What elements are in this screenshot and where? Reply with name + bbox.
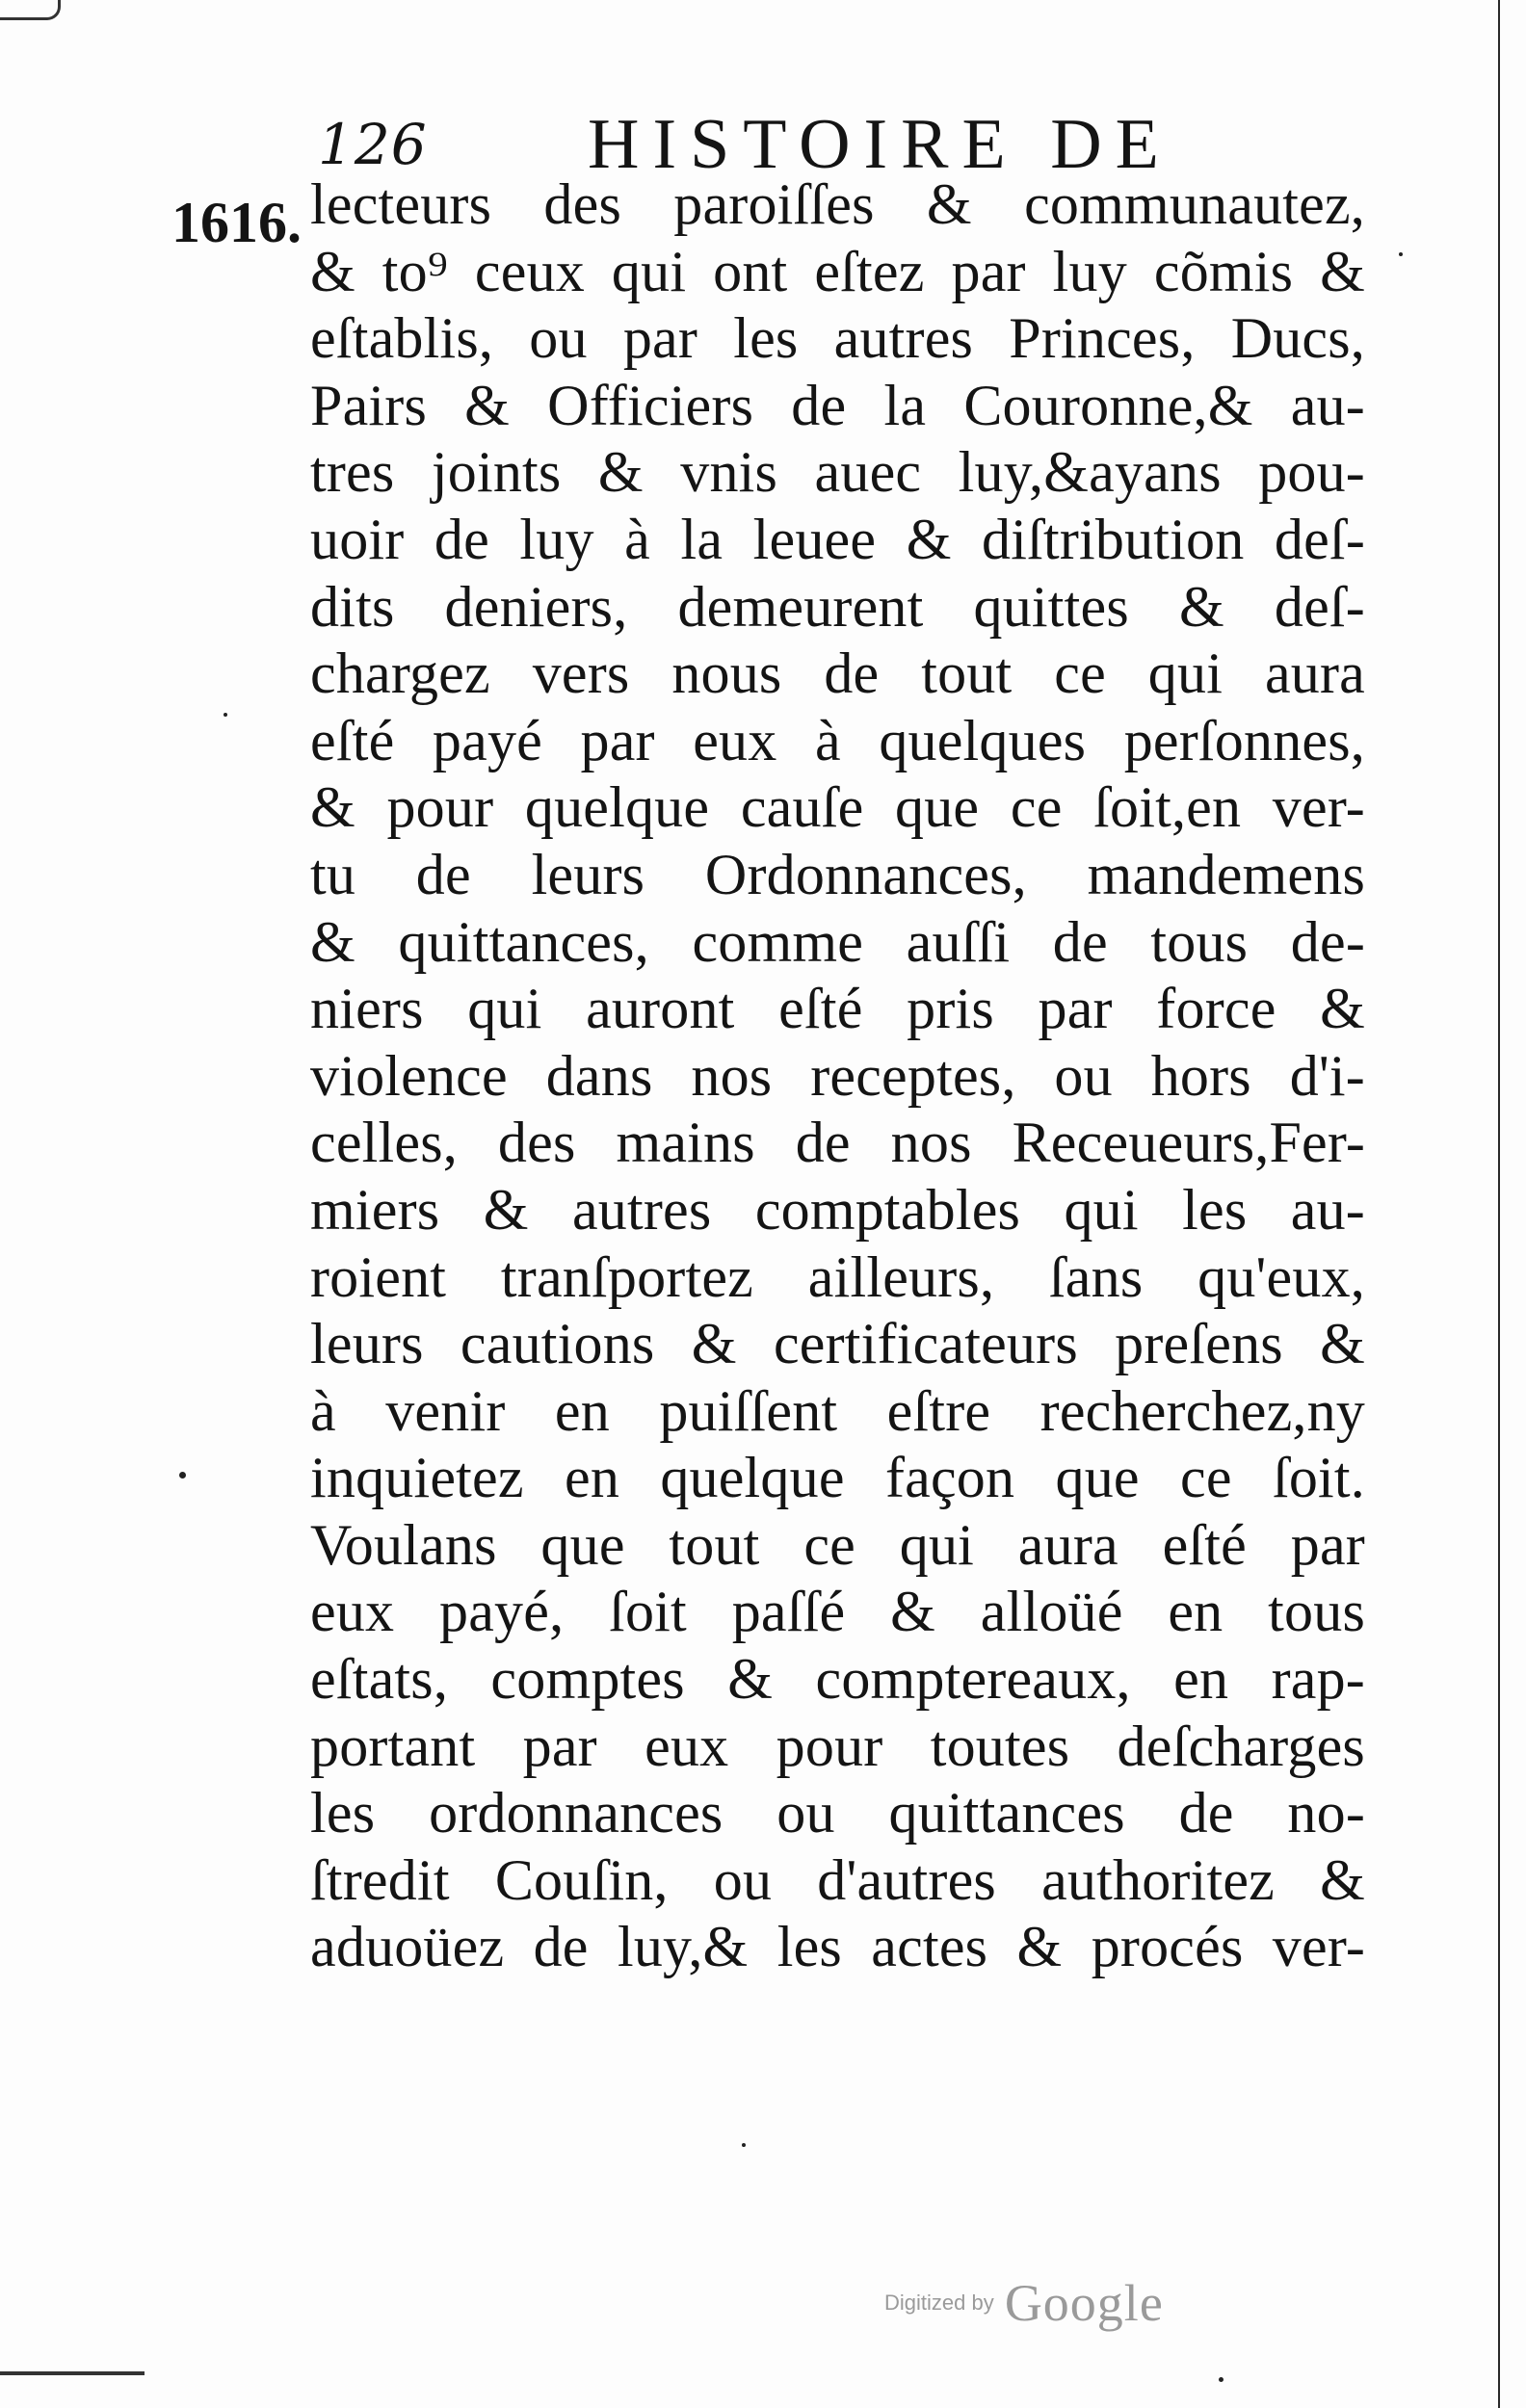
text-line: roient tranſportez ailleurs, ſans qu'eux,	[310, 1244, 1365, 1309]
text-line: leurs cautions & certificateurs preſens &	[310, 1312, 1365, 1376]
scan-speck	[224, 713, 227, 717]
scan-speck	[179, 1472, 186, 1479]
google-logo: Google	[1004, 2274, 1164, 2332]
text-line: & to⁹ ceux qui ont eſtez par luy cõmis &	[310, 239, 1365, 303]
digitization-watermark	[884, 2273, 1164, 2333]
margin-year: 1616.	[171, 191, 302, 254]
text-line: portant par eux pour toutes deſcharges	[310, 1714, 1365, 1778]
text-line: à venir en puiſſent eſtre recherchez,ny	[310, 1378, 1365, 1443]
scan-speck	[1399, 252, 1403, 256]
text-line: eſtats, comptes & comptereaux, en rap-	[310, 1647, 1365, 1712]
text-line: eſtablis, ou par les autres Princes, Ducs,	[310, 306, 1365, 371]
body-text	[310, 171, 1365, 1981]
text-line: les ordonnances ou quittances de no-	[310, 1781, 1365, 1845]
scan-speck	[1219, 2377, 1223, 2382]
text-line: inquietez en quelque façon que ce ſoit.	[310, 1446, 1365, 1510]
text-line: celles, des mains de nos Receueurs,Fer-	[310, 1111, 1365, 1175]
text-line: & pour quelque cauſe que ce ſoit,en ver-	[310, 775, 1365, 840]
page-number: 126	[318, 112, 428, 177]
scan-speck	[742, 2143, 746, 2147]
text-line: niers qui auront eſté pris par force &	[310, 977, 1365, 1041]
text-line: chargez vers nous de tout ce qui aura	[310, 641, 1365, 706]
page-edge-line	[1498, 0, 1500, 2408]
text-line: tu de leurs Ordonnances, mandemens	[310, 842, 1365, 906]
bottom-edge-rule	[0, 2371, 145, 2375]
text-line: violence dans nos receptes, ou hors d'i-	[310, 1043, 1365, 1108]
text-line: uoir de luy à la leuee & diſtribution deſ-	[310, 507, 1365, 571]
text-line: dits deniers, demeurent quittes & deſ-	[310, 574, 1365, 639]
text-line: Pairs & Officiers de la Couronne,& au-	[310, 373, 1365, 437]
text-line: lecteurs des paroiſſes & communautez,	[310, 172, 1365, 236]
page-corner-mark	[0, 0, 61, 20]
text-line: Voulans que tout ce qui aura eſté par	[310, 1512, 1365, 1577]
text-line: ſtredit Couſin, ou d'autres authoritez &	[310, 1847, 1365, 1912]
running-title: HISTOIRE DE	[588, 105, 1172, 184]
text-line: & quittances, comme auſſi de tous de-	[310, 909, 1365, 974]
text-line: miers & autres comptables qui les au-	[310, 1177, 1365, 1242]
text-line: tres joints & vnis auec luy,&ayans pou-	[310, 440, 1365, 505]
text-line: eux payé, ſoit paſſé & alloüé en tous	[310, 1580, 1365, 1644]
text-line: eſté payé par eux à quelques perſonnes,	[310, 708, 1365, 772]
digitized-by-label: Digitized by	[884, 2290, 994, 2315]
text-line: aduoüez de luy,& les actes & procés ver-	[310, 1915, 1365, 1979]
